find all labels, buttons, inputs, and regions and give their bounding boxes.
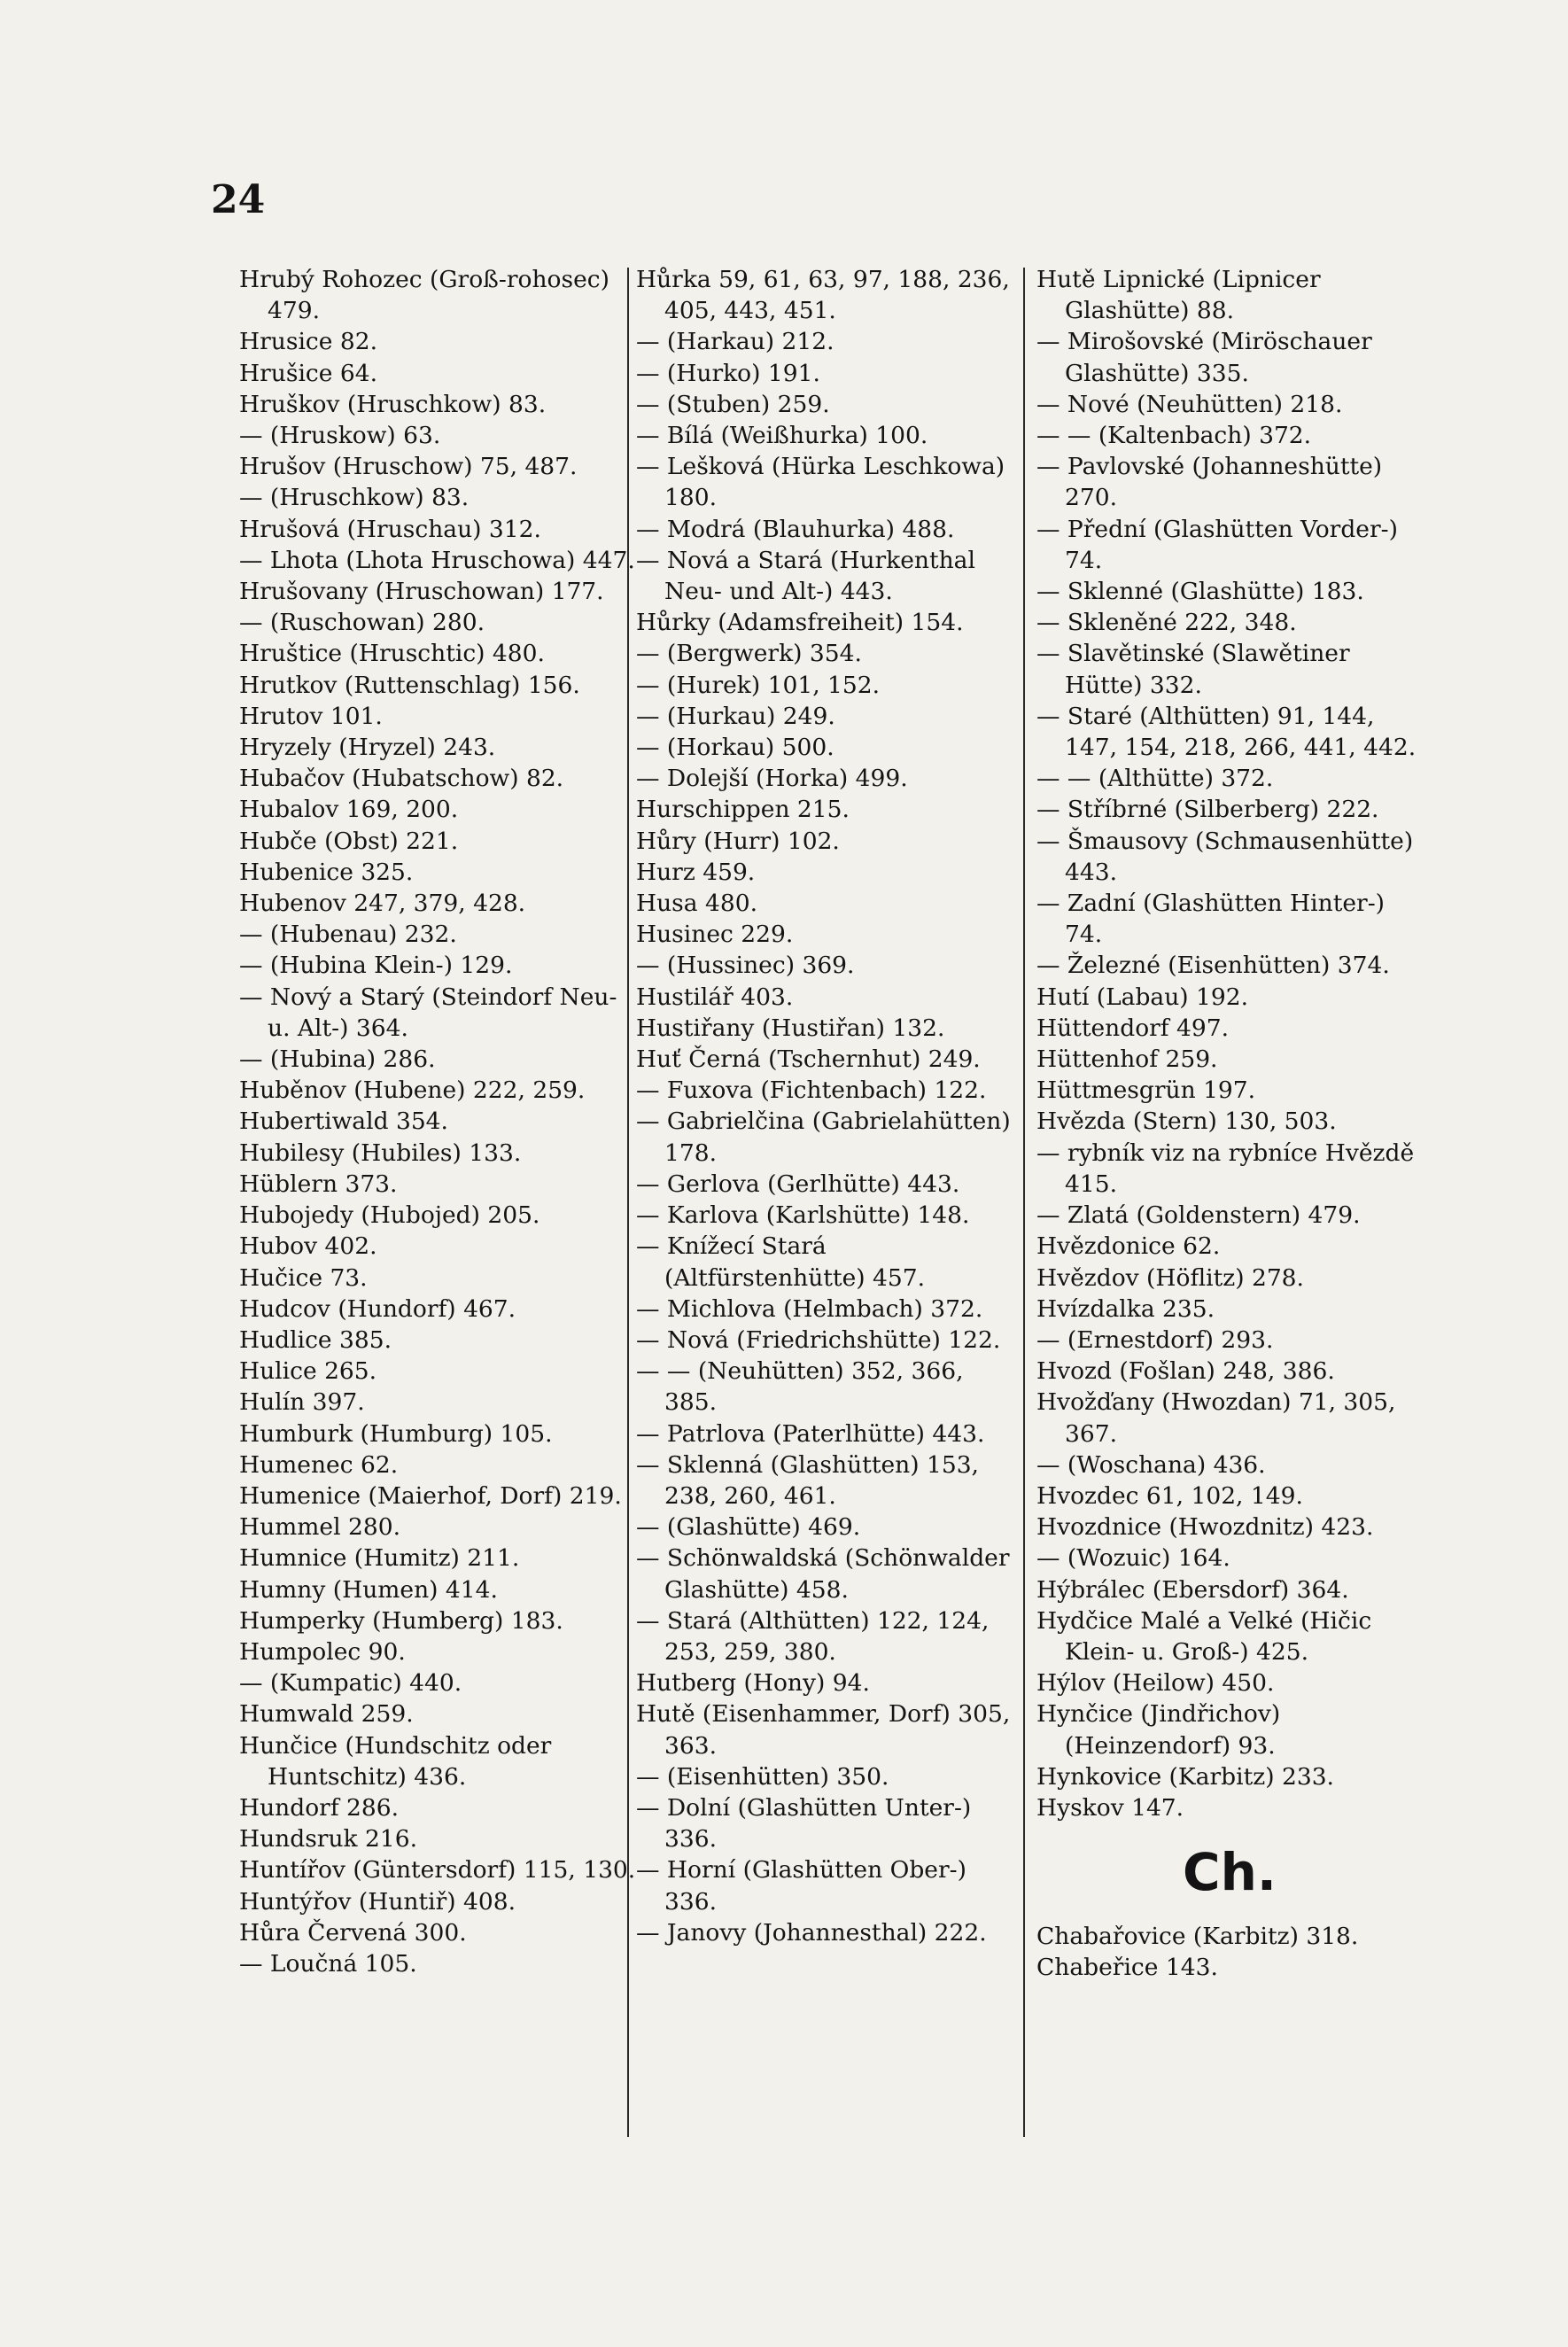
section-heading: Ch. <box>1183 1842 1277 1903</box>
index-entry: Hunčice (Hundschitz oder Huntschitz) 436. <box>239 1731 552 1791</box>
index-entry: — Šmausovy (Schmausenhütte) 443. <box>1036 827 1414 886</box>
index-entry: Hůrky (Adamsfreiheit) 154. <box>636 609 964 637</box>
index-column-3-entries <box>1036 264 1423 1823</box>
index-entry: Humperky (Humberg) 183. <box>239 1606 563 1635</box>
index-entry: Huntýřov (Huntiř) 408. <box>239 1887 516 1916</box>
index-entry: — (Eisenhütten) 350. <box>636 1762 889 1791</box>
index-entry: Hulice 265. <box>239 1357 377 1386</box>
index-entry: Hubče (Obst) 221. <box>239 827 459 855</box>
index-entry: — (Hurek) 101, 152. <box>636 671 881 699</box>
index-entry: — (Hussinec) 369. <box>636 952 855 980</box>
index-entry: Hryzely (Hryzel) 243. <box>239 734 496 762</box>
index-entry: — (Hruskow) 63. <box>239 422 441 450</box>
index-entry: — (Horkau) 500. <box>636 734 834 762</box>
index-entry: — Sklenná (Glashütten) 153, 238, 260, 461. <box>636 1450 979 1510</box>
index-entry: Hrubý Rohozec (Groß-rohosec) 479. <box>239 266 609 325</box>
index-entry: Hurz 459. <box>636 858 756 886</box>
index-entry: Hynkovice (Karbitz) 233. <box>1036 1762 1334 1791</box>
index-entry: Hurschippen 215. <box>636 796 850 824</box>
index-entry: — Železné (Eisenhütten) 374. <box>1036 952 1390 980</box>
index-entry: Hrutov 101. <box>239 702 383 730</box>
index-entry: Husa 480. <box>636 890 758 918</box>
index-entry: — — (Kaltenbach) 372. <box>1036 422 1312 450</box>
index-entry: Hůra Červená 300. <box>239 1918 467 1947</box>
index-entry: Hvězdov (Höflitz) 278. <box>1036 1263 1304 1292</box>
index-entry: Hůrka 59, 61, 63, 97, 188, 236, 405, 443, 451. <box>636 266 1010 325</box>
index-entry: Hvožďany (Hwozdan) 71, 305, 367. <box>1036 1388 1396 1448</box>
index-entry: Hrušice 64. <box>239 359 378 387</box>
index-entry: — Michlova (Helmbach) 372. <box>636 1294 983 1323</box>
index-entry: — Fuxova (Fichtenbach) 122. <box>636 1076 987 1105</box>
index-entry: — Nové (Neuhütten) 218. <box>1036 390 1343 418</box>
index-entry: — Slavětinské (Slawětiner Hütte) 332. <box>1036 640 1350 699</box>
index-entry: — (Hurkau) 249. <box>636 702 835 730</box>
index-entry: Hvozdec 61, 102, 149. <box>1036 1481 1303 1510</box>
index-entry: — Nová (Friedrichshütte) 122. <box>636 1325 1001 1354</box>
index-entry: — Dolní (Glashütten Unter-) 336. <box>636 1793 972 1854</box>
index-entry: — Dolejší (Horka) 499. <box>636 765 908 793</box>
index-entry: Hubenov 247, 379, 428. <box>239 890 526 918</box>
index-entry: Hudcov (Hundorf) 467. <box>239 1294 516 1323</box>
index-entry: — (Hubenau) 232. <box>239 921 457 949</box>
index-entry: — Janovy (Johannesthal) 222. <box>636 1918 987 1947</box>
index-entry: — (Hubina Klein-) 129. <box>239 952 513 980</box>
index-entry: Hruškov (Hruschkow) 83. <box>239 390 547 418</box>
index-entry: Humenec 62. <box>239 1450 399 1479</box>
index-entry: Humny (Humen) 414. <box>239 1575 498 1604</box>
index-entry: Husinec 229. <box>636 921 794 949</box>
index-entry: — Karlova (Karlshütte) 148. <box>636 1201 970 1230</box>
index-entry: — (Bergwerk) 354. <box>636 640 862 668</box>
index-entry: Hubojedy (Hubojed) 205. <box>239 1201 540 1230</box>
index-entry: — (Hubina) 286. <box>239 1045 436 1074</box>
index-entry: — Skleněné 222, 348. <box>1036 609 1297 637</box>
index-entry: — Nová a Stará (Hurkenthal Neu- und Alt-) 443. <box>636 546 975 606</box>
index-entry: — Nový a Starý (Steindorf Neu- u. Alt-) 364. <box>239 983 617 1042</box>
index-column-1 <box>239 264 642 1979</box>
index-entry: Hruštice (Hruschtic) 480. <box>239 640 545 668</box>
index-entry: — Stříbrné (Silberberg) 222. <box>1036 796 1379 824</box>
index-entry: Hubačov (Hubatschow) 82. <box>239 765 564 793</box>
index-entry: — Zadní (Glashütten Hinter-) 74. <box>1036 890 1385 949</box>
index-entry: — (Woschana) 436. <box>1036 1450 1266 1479</box>
index-entry: Hrutkov (Ruttenschlag) 156. <box>239 671 580 699</box>
index-entry: Hrušová (Hruschau) 312. <box>239 515 541 543</box>
index-entry: — (Harkau) 212. <box>636 328 834 356</box>
index-entry: Hvězda (Stern) 130, 503. <box>1036 1107 1337 1136</box>
page-number: 24 <box>211 177 266 222</box>
column-rule <box>1023 268 1025 2137</box>
index-entry: Hvozd (Fošlan) 248, 386. <box>1036 1357 1335 1386</box>
index-entry: — — (Althütte) 372. <box>1036 765 1274 793</box>
index-entry: — Lhota (Lhota Hruschowa) 447. <box>239 546 635 574</box>
index-entry: — (Ruschowan) 280. <box>239 609 485 637</box>
index-entry: Hyskov 147. <box>1036 1793 1184 1822</box>
index-entry: Hundsruk 216. <box>239 1825 418 1854</box>
index-column-3 <box>1036 264 1423 1984</box>
index-entry: — Staré (Althütten) 91, 144, 147, 154, 218, 266, 441, 442. <box>1036 702 1417 762</box>
index-entry: — (Kumpatic) 440. <box>239 1669 462 1698</box>
index-entry: Hrusice 82. <box>239 328 378 356</box>
index-entry: Hrušovany (Hruschowan) 177. <box>239 578 604 606</box>
index-entry: — (Ernestdorf) 293. <box>1036 1325 1274 1354</box>
index-entry: — Stará (Althütten) 122, 124, 253, 259, 380. <box>636 1606 990 1666</box>
index-entry: — Sklenné (Glashütte) 183. <box>1036 578 1364 606</box>
index-entry: Hustiřany (Hustiřan) 132. <box>636 1014 945 1042</box>
index-entry: — rybník viz na rybníce Hvězdě 415. <box>1036 1139 1415 1198</box>
index-entry: Hundorf 286. <box>239 1793 400 1822</box>
index-entry: Hubalov 169, 200. <box>239 796 459 824</box>
index-entry: — Lešková (Hürka Leschkowa) 180. <box>636 453 1005 512</box>
index-entry: Hüttendorf 497. <box>1036 1014 1230 1042</box>
index-entry: Humwald 259. <box>239 1700 414 1729</box>
index-entry: — Zlatá (Goldenstern) 479. <box>1036 1201 1361 1230</box>
index-entry: — Gerlova (Gerlhütte) 443. <box>636 1170 960 1198</box>
index-entry: Hutě Lipnické (Lipnicer Glashütte) 88. <box>1036 266 1321 325</box>
index-entry: — Horní (Glashütten Ober-) 336. <box>636 1856 966 1916</box>
index-entry: — (Stuben) 259. <box>636 390 830 418</box>
index-entry: — (Hruschkow) 83. <box>239 484 470 512</box>
index-entry: — Patrlova (Paterlhütte) 443. <box>636 1419 985 1448</box>
index-entry: Hýlov (Heilow) 450. <box>1036 1669 1275 1698</box>
index-entry: Hulín 397. <box>239 1388 365 1417</box>
index-entry: Hudlice 385. <box>239 1325 392 1354</box>
index-entry: — (Glashütte) 469. <box>636 1513 861 1542</box>
index-entry: — Pavlovské (Johanneshütte) 270. <box>1036 453 1383 512</box>
index-entry: Hůry (Hurr) 102. <box>636 827 840 855</box>
index-entry: — Mirošovské (Miröschauer Glashütte) 335. <box>1036 328 1372 387</box>
index-entry: Hutí (Labau) 192. <box>1036 983 1249 1011</box>
index-entry: Chabeřice 143. <box>1036 1954 1218 1982</box>
index-entry: — (Wozuic) 164. <box>1036 1544 1230 1573</box>
index-entry: Hummel 280. <box>239 1513 401 1542</box>
index-entry: Hutě (Eisenhammer, Dorf) 305, 363. <box>636 1700 1011 1760</box>
index-entry: Hvězdonice 62. <box>1036 1232 1221 1261</box>
index-column-2 <box>636 264 1019 1948</box>
index-entry: — Modrá (Blauhurka) 488. <box>636 515 955 543</box>
index-entry: Hustilář 403. <box>636 983 794 1011</box>
index-entry: Hutberg (Hony) 94. <box>636 1669 870 1698</box>
index-entry: Humpolec 90. <box>239 1637 406 1666</box>
index-entry: Huť Černá (Tschernhut) 249. <box>636 1045 981 1074</box>
index-column-3-after-heading <box>1036 1921 1423 1983</box>
index-entry: — Loučná 105. <box>239 1949 417 1978</box>
index-entry: Hrušov (Hruschow) 75, 487. <box>239 453 578 481</box>
index-entry: Humenice (Maierhof, Dorf) 219. <box>239 1481 622 1510</box>
index-entry: Hüttmesgrün 197. <box>1036 1076 1256 1105</box>
index-entry: Hüblern 373. <box>239 1170 398 1198</box>
index-entry: — Přední (Glashütten Vorder-) 74. <box>1036 515 1398 574</box>
index-entry: Hüttenhof 259. <box>1036 1045 1218 1074</box>
index-entry: — Schönwaldská (Schönwalder Glashütte) 458. <box>636 1544 1010 1604</box>
index-entry: — Bílá (Weißhurka) 100. <box>636 422 928 450</box>
index-entry: Hučice 73. <box>239 1263 368 1292</box>
index-entry: Hvozdnice (Hwozdnitz) 423. <box>1036 1513 1374 1542</box>
index-entry: Hubertiwald 354. <box>239 1107 448 1136</box>
index-entry: Humburk (Humburg) 105. <box>239 1419 553 1448</box>
index-entry: Hydčice Malé a Velké (Hičic Klein- u. Groß-) 425. <box>1036 1606 1372 1666</box>
index-entry: — — (Neuhütten) 352, 366, 385. <box>636 1357 964 1417</box>
index-entry: Hynčice (Jindřichov) (Heinzendorf) 93. <box>1036 1700 1281 1760</box>
index-entry: Hubov 402. <box>239 1232 377 1261</box>
index-entry: Hubenice 325. <box>239 858 414 886</box>
index-entry: Chabařovice (Karbitz) 318. <box>1036 1923 1359 1951</box>
index-entry: Huntířov (Güntersdorf) 115, 130. <box>239 1856 636 1885</box>
index-entry: — Gabrielčina (Gabrielahütten) 178. <box>636 1107 1011 1167</box>
index-entry: — Knížecí Stará (Altfürstenhütte) 457. <box>636 1232 926 1292</box>
index-entry: Humnice (Humitz) 211. <box>239 1544 520 1573</box>
index-entry: — (Hurko) 191. <box>636 359 820 387</box>
index-entry: Hubilesy (Hubiles) 133. <box>239 1139 522 1167</box>
index-entry: Hýbrálec (Ebersdorf) 364. <box>1036 1575 1349 1604</box>
index-entry: Huběnov (Hubene) 222, 259. <box>239 1076 586 1105</box>
index-entry: Hvízdalka 235. <box>1036 1294 1215 1323</box>
